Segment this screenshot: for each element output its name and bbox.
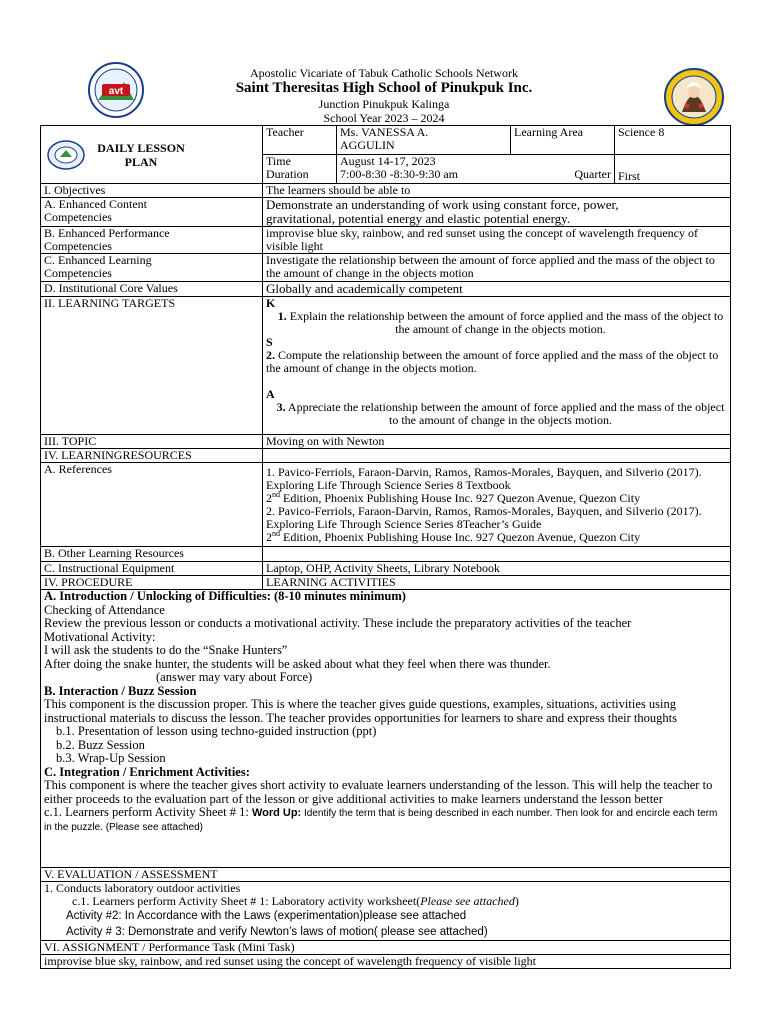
core-values-label: D. Institutional Core Values: [41, 282, 263, 297]
resources-label: IV. LEARNINGRESOURCES: [41, 449, 263, 463]
content-competencies-value: Demonstrate an understanding of work using constant force, power, gravitational, potential energy and elastic potential energy.: [263, 198, 731, 227]
attendance-line: Checking of Attendance: [44, 602, 165, 617]
evaluation-line-3: Activity #2: In Accordance with the Laws (experimentation)please see attached: [66, 910, 467, 922]
time-label: Time Duration: [263, 155, 337, 184]
evaluation-line-4: Activity # 3: Demonstrate and verify Newton’s laws of motion( please see attached): [66, 926, 488, 938]
objectives-intro: The learners should be able to: [263, 184, 731, 198]
topic-value: Moving on with Newton: [263, 435, 731, 449]
svg-text:avt: avt: [108, 86, 124, 97]
snake-hunters-line: I will ask the students to do the “Snake Hunters”: [44, 643, 288, 657]
reference-2: 2. Pavico-Ferriols, Faraon-Darvin, Ramos, Ramos-Morales, Bayquen, and Silverio (2017). Exploring Life Through Science Series 8Teacher’s Guide: [266, 504, 702, 531]
knowledge-heading: K: [266, 296, 276, 310]
objectives-label: I. Objectives: [41, 184, 263, 198]
content-competencies-label: A. Enhanced Content Competencies: [41, 198, 263, 227]
school-year: School Year 2023 – 2024: [323, 111, 445, 125]
procedure-body: [41, 590, 731, 868]
references-cell: [263, 463, 731, 547]
interaction-b1: b.1. Presentation of lesson using techno-guided instruction (ppt): [56, 724, 377, 738]
reference-1-edition: 2nd Edition, Phoenix Publishing House Inc. 927 Quezon Avenue, Quezon City: [266, 490, 641, 505]
learning-targets-cell: [263, 297, 731, 435]
core-values-value: Globally and academically competent: [263, 282, 731, 297]
knowledge-target: 1. Explain the relationship between the amount of force applied and the mass of the object to the amount of change in the objects motion.: [277, 309, 724, 336]
small-seal-icon: [46, 139, 86, 171]
interaction-text: This component is the discussion proper. This is where the teacher gives guide questions, examples, situations, activities using instructional materials to discuss the lesson. The teacher provides opportunities for learners to share and express their thoughts: [44, 697, 677, 725]
other-resources-value: [263, 547, 731, 562]
review-line: Review the previous lesson or conducts a motivational activity. These include the preparatory activities of the teacher: [44, 616, 632, 630]
resources-empty: [263, 449, 731, 463]
references-label: A. References: [41, 463, 263, 547]
assignment-heading: VI. ASSIGNMENT / Performance Task (Mini Task): [41, 941, 731, 955]
quarter-label: Quarter: [574, 167, 611, 181]
evaluation-line-1: 1. Conducts laboratory outdoor activities: [44, 881, 241, 895]
topic-label: III. TOPIC: [41, 435, 263, 449]
time-value: 7:00-8:30 -8:30-9:30 am: [340, 167, 458, 181]
learning-area-value: Science 8: [615, 126, 731, 155]
attitude-heading: A: [266, 387, 275, 401]
attitude-target: 3. Appreciate the relationship between the amount of force applied and the mass of the object to the amount of change in the objects motion.: [276, 400, 725, 427]
interaction-heading: B. Interaction / Buzz Session: [44, 683, 197, 698]
equipment-label: C. Instructional Equipment: [41, 562, 263, 576]
integration-heading: C. Integration / Enrichment Activities:: [44, 764, 250, 779]
equipment-value: Laptop, OHP, Activity Sheets, Library Notebook: [263, 562, 731, 576]
learning-competencies-value: Investigate the relationship between the amount of force applied and the mass of the object to the amount of change in the objects motion: [263, 254, 731, 282]
performance-competencies-value: improvise blue sky, rainbow, and red sunset using the concept of wavelength frequency of visible light: [263, 227, 731, 254]
interaction-b3: b.3. Wrap-Up Session: [56, 751, 166, 765]
teacher-label: Teacher: [263, 126, 337, 155]
integration-text: This component is where the teacher gives short activity to evaluate learners understanding of the lesson. This will help the teacher to either proceeds to the evaluation part of the lesson or give additional activities to make learners understand the lesson better: [44, 778, 713, 806]
quarter-value: First: [615, 155, 731, 184]
plan-title-cell: [41, 126, 263, 184]
performance-competencies-label: B. Enhanced Performance Competencies: [41, 227, 263, 254]
answer-line: (answer may vary about Force): [156, 670, 313, 684]
learning-targets-label: II. LEARNING TARGETS: [41, 297, 263, 435]
procedure-value: LEARNING ACTIVITIES: [263, 576, 731, 590]
other-resources-label: B. Other Learning Resources: [41, 547, 263, 562]
evaluation-heading: V. EVALUATION / ASSESSMENT: [41, 868, 731, 882]
plan-title: DAILY LESSON PLAN: [97, 140, 185, 169]
school-address: Junction Pinukpuk Kalinga: [318, 97, 450, 111]
motivational-line: Motivational Activity:: [44, 629, 156, 644]
evaluation-body: [41, 882, 731, 941]
teacher-value: Ms. VANESSA A. AGGULIN: [337, 126, 511, 155]
date-time-cell: [337, 155, 615, 184]
school-name: Saint Theresitas High School of Pinukpuk Inc.: [235, 80, 533, 96]
lesson-plan-table: [40, 125, 731, 969]
assignment-value: improvise blue sky, rainbow, and red sunset using the concept of wavelength frequency of visible light: [41, 955, 731, 969]
skill-target: 2. Compute the relationship between the amount of force applied and the mass of the object to the amount of change in the objects motion.: [266, 348, 719, 375]
evaluation-line-2: c.1. Learners perform Activity Sheet # 1: Laboratory activity worksheet(Please see attached): [72, 894, 519, 908]
learning-competencies-label: C. Enhanced Learning Competencies: [41, 254, 263, 282]
network-name: Apostolic Vicariate of Tabuk Catholic Schools Network: [250, 66, 518, 80]
interaction-b2: b.2. Buzz Session: [56, 737, 145, 752]
introduction-heading: A. Introduction / Unlocking of Difficulties: (8-10 minutes minimum): [44, 589, 406, 603]
reference-2-edition: 2nd Edition, Phoenix Publishing House Inc. 927 Quezon Avenue, Quezon City: [266, 529, 641, 544]
integration-c1: c.1. Learners perform Activity Sheet # 1: Word Up: Identify the term that is being described in each number. Then look for and encircle each term in the puzzle. (Please see attached): [44, 805, 718, 833]
skill-heading: S: [266, 335, 273, 349]
date-value: August 14-17, 2023: [340, 154, 436, 168]
procedure-label: IV. PROCEDURE: [41, 576, 263, 590]
learning-area-label: Learning Area: [511, 126, 615, 155]
thunder-line: After doing the snake hunter, the students will be asked about what they feel when there was thunder.: [44, 656, 551, 671]
reference-1: 1. Pavico-Ferriols, Faraon-Darvin, Ramos, Ramos-Morales, Bayquen, and Silverio (2017). Exploring Life Through Science Series 8 Textbook: [266, 465, 702, 492]
